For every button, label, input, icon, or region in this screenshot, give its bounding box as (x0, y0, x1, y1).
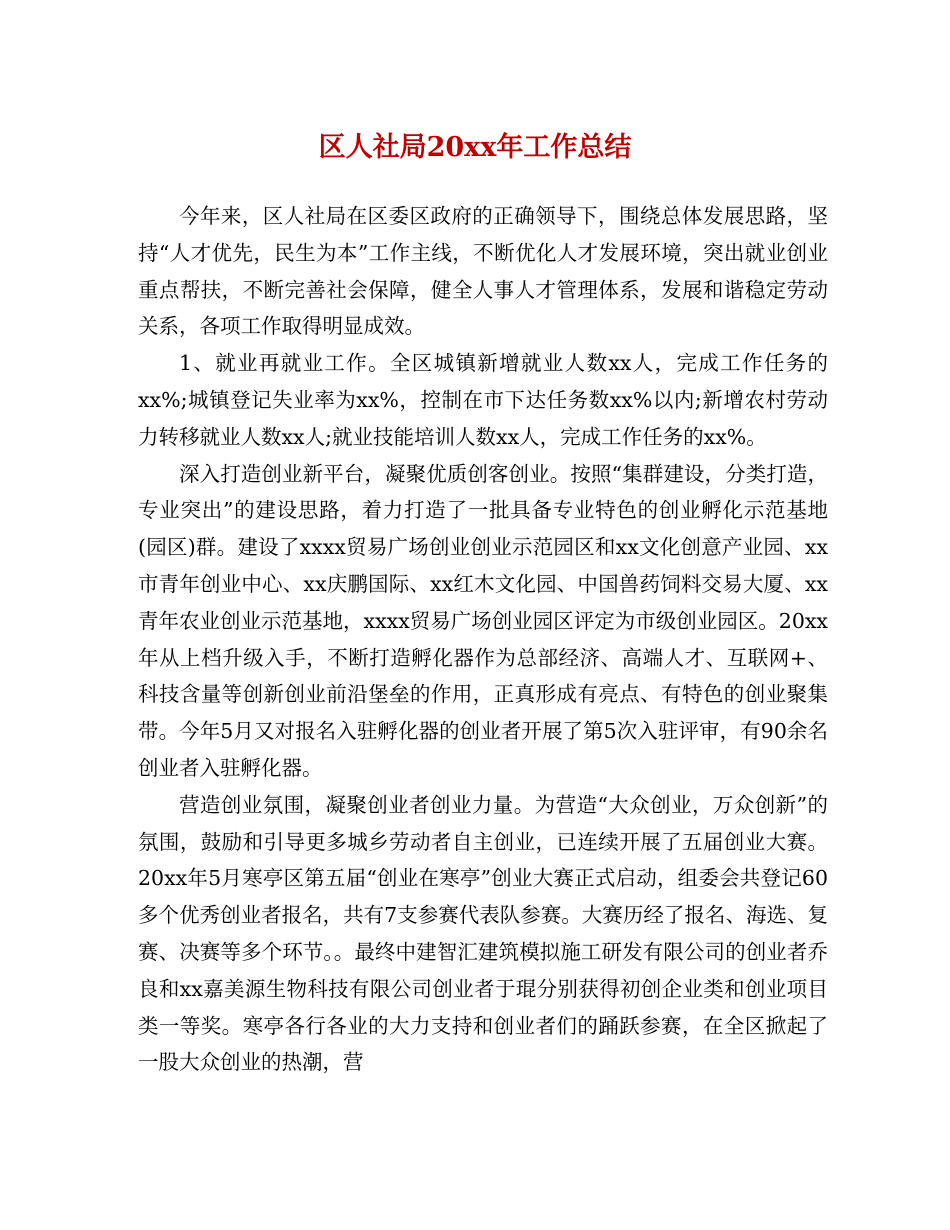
paragraph-atmosphere: 营造创业氛围，凝聚创业者创业力量。为营造“大众创业，万众创新”的氛围，鼓励和引导更多城乡劳动者自主创业，已连续开展了五届创业大赛。20xx年5月寒亭区第五届“创业在寒亭”创业大赛正式启动，组委会共登记60多个优秀创业者报名，共有7支参赛代表队参赛。大赛历经了报名、海选、复赛、决赛等多个环节。。最终中建智汇建筑模拟施工研发有限公司的创业者乔良和xx嘉美源生物科技有限公司创业者于琨分别获得初创企业类和创业项目类一等奖。寒亭各行各业的大力支持和创业者们的踊跃参赛，在全区掀起了一股大众创业的热潮，营 (138, 792, 828, 1075)
paragraph-employment: 1、就业再就业工作。全区城镇新增就业人数xx人，完成工作任务的xx%;城镇登记失业率为xx%，控制在市下达任务数xx%以内;新增农村劳动力转移就业人数xx人;就业技能培训人数xx人，完成工作任务的xx%。 (138, 351, 828, 449)
paragraph-intro: 今年来，区人社局在区委区政府的正确领导下，围绕总体发展思路，坚持“人才优先，民生为本”工作主线，不断优化人才发展环境，突出就业创业重点帮扶，不断完善社会保障，健全人事人才管理体系，发展和谐稳定劳动关系，各项工作取得明显成效。 (138, 204, 828, 339)
document-body (138, 198, 828, 1081)
document-title: 区人社局20xx年工作总结 (318, 132, 632, 163)
paragraph-platform: 深入打造创业新平台，凝聚优质创客创业。按照“集群建设，分类打造，专业突出”的建设思路，着力打造了一批具备专业特色的创业孵化示范基地(园区)群。建设了xxxx贸易广场创业创业示范园区和xx文化创意产业园、xx市青年创业中心、xx庆鹏国际、xx红木文化园、中国兽药饲料交易大厦、xx青年农业创业示范基地，xxxx贸易广场创业园区评定为市级创业园区。20xx年从上档升级入手，不断打造孵化器作为总部经济、高端人才、互联网+、科技含量等创新创业前沿堡垒的作用，正真形成有亮点、有特色的创业聚集带。今年5月又对报名入驻孵化器的创业者开展了第5次入驻评审，有90余名创业者入驻孵化器。 (138, 461, 828, 780)
